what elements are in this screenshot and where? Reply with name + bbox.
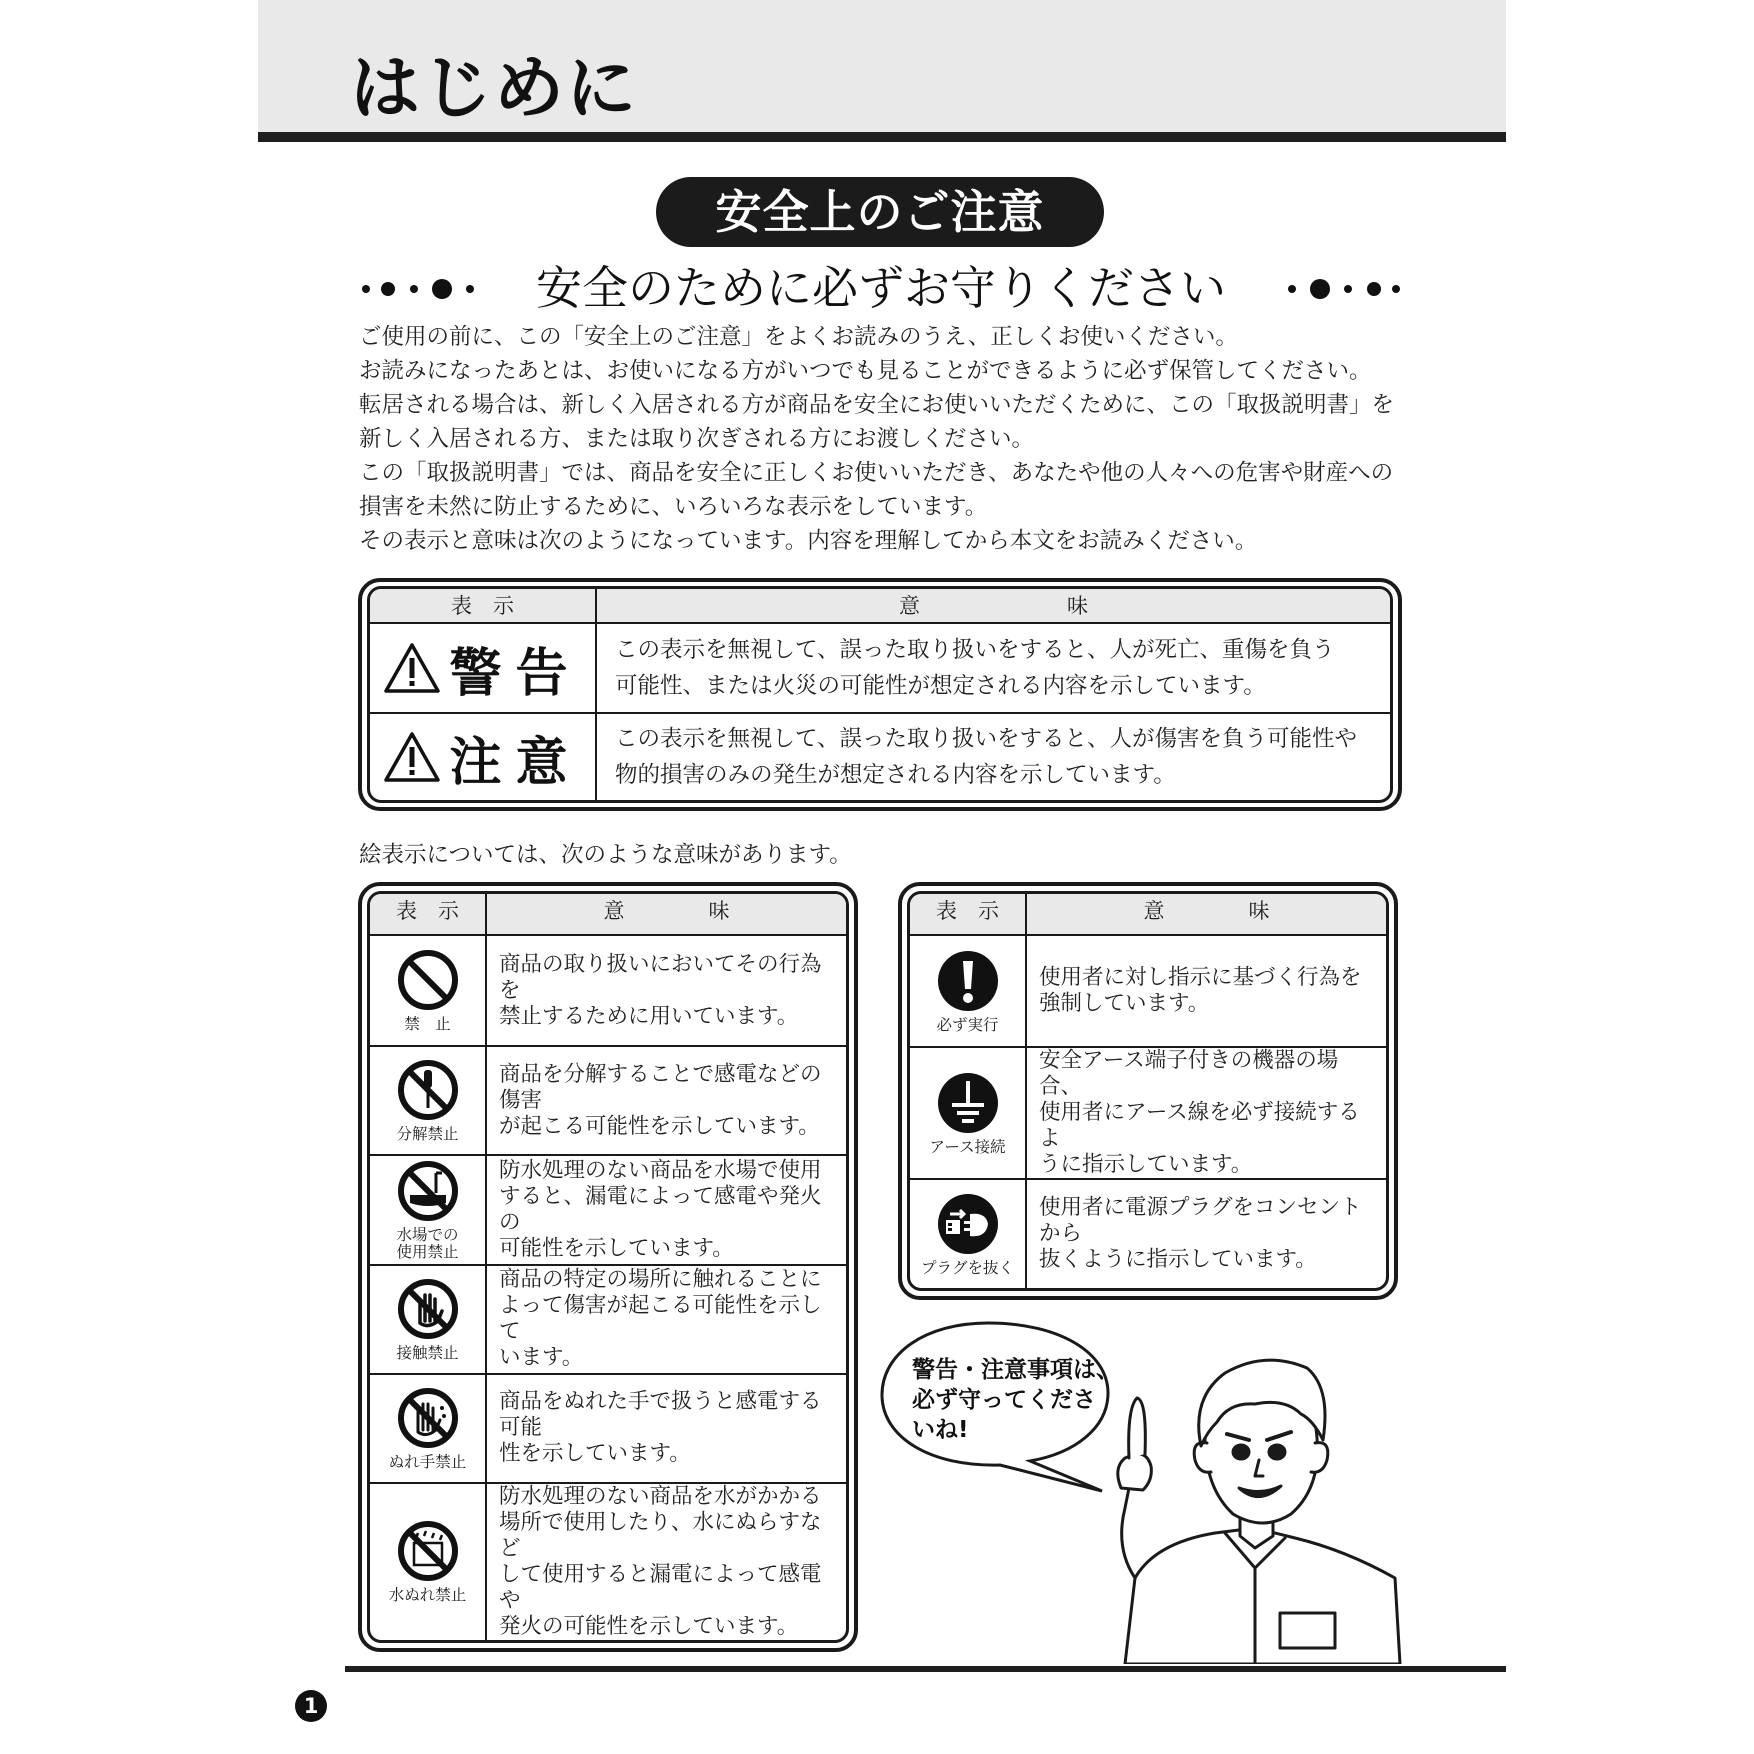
bubble-line: 必ず守ってくださ [912,1387,1096,1413]
symbol-cell [370,1373,487,1482]
intro-line: この「取扱説明書」では、商品を安全に正しくお使いいただき、あなたや他の人々への危害や財産への [359,460,1394,486]
symbol-desc [487,1045,846,1154]
symbol-desc-line: 防水処理のない商品を水がかかる [499,1483,822,1509]
symbol-desc-line: が起こる可能性を示しています。 [499,1113,820,1139]
symbol-cell [910,1046,1027,1178]
level-desc-line: 物的損害のみの発生が想定される内容を示しています。 [615,762,1176,788]
symbol-desc [1027,1046,1386,1178]
no-touch-icon [396,1277,460,1341]
warning-triangle-icon [383,642,441,694]
symbol-desc-line: 抜くように指示しています。 [1039,1247,1317,1272]
symbol-desc-line: 商品の取り扱いにおいてその行為を [499,951,822,1003]
symbol-desc [487,1373,846,1482]
prohibition-icon [396,948,460,1012]
symbol-caption: 接触禁止 [396,1343,459,1362]
subtitle: 安全のために必ずお守りください [536,261,1226,315]
symbol-cell [370,1154,487,1263]
section-title-pill: 安全上のご注意 [656,177,1104,247]
decorative-dots-right-icon [1254,272,1404,306]
level-desc-line: この表示を無視して、誤った取り扱いをすると、人が死亡、重傷を負う [615,637,1335,663]
symbol-desc [487,936,846,1045]
left-header-display: 表 示 [370,894,487,936]
symbol-caption: アース接続 [929,1137,1006,1156]
earth-ground-icon [936,1071,1000,1135]
symbol-desc-line: 商品をぬれた手で扱うと感電する可能 [499,1389,822,1441]
symbol-caption: ぬれ手禁止 [388,1452,467,1471]
symbol-desc-line: 使用者に対し指示に基づく行為を [1039,965,1362,990]
level-cell-caution [370,712,597,800]
unplug-icon [936,1192,1000,1256]
intro-line: 損害を未然に防止するために、いろいろな表示をしています。 [359,494,988,520]
symbol-desc-line: 安全アース端子付きの機器の場合、 [1039,1048,1339,1099]
level-desc-line: この表示を無視して、誤った取り扱いをすると、人が傷害を負う可能性や [615,726,1358,752]
right-header-display: 表 示 [910,894,1027,936]
symbol-desc-line: 場所で使用したり、水にぬらすなど [499,1509,822,1561]
symbol-desc-line: すると、漏電によって感電や発火の [499,1183,822,1235]
symbol-cell [370,1045,487,1154]
intro-line: お読みになったあとは、お使いになる方がいつでも見ることができるように必ず保管してください。 [359,358,1372,384]
mascot-worker-icon [1095,1328,1415,1664]
symbol-desc-line: 強制しています。 [1039,991,1210,1016]
symbol-desc-line: 使用者に電源プラグをコンセントから [1039,1195,1362,1246]
symbol-desc-line: 商品を分解することで感電などの傷害 [499,1061,822,1113]
level-label-warning: 警告 [449,643,582,704]
right-symbol-table [907,891,1389,1291]
intro-line: その表示と意味は次のようになっています。内容を理解してから本文をお読みください。 [359,528,1258,554]
symbol-desc-line: うに指示しています。 [1039,1152,1253,1177]
symbol-caption: 禁 止 [404,1015,451,1034]
level-desc-line: 可能性、または火災の可能性が想定される内容を示しています。 [615,673,1266,699]
no-bathroom-use-icon [396,1159,460,1223]
warning-triangle-icon [383,731,441,783]
symbol-caption: 分解禁止 [396,1125,459,1144]
symbol-cell [370,1482,487,1640]
symbol-cell [370,1264,487,1373]
subtitle-row [358,258,1404,318]
symbol-desc [1027,936,1386,1046]
intro-line: 転居される場合は、新しく入居される方が商品を安全にお使いいただくために、この「取扱説明書」を [359,392,1395,418]
level-cell-warning [370,624,597,712]
level-label-caution: 注意 [449,732,582,793]
footer-rule [345,1666,1506,1672]
left-symbol-table [367,891,849,1643]
page-number: 1 [295,1690,327,1722]
symbol-desc-line: 使用者にアース線を必ず接続するよ [1039,1100,1360,1151]
no-disassembly-icon [396,1058,460,1122]
level-table [367,586,1393,803]
no-water-splash-icon [396,1519,460,1583]
level-desc-warning [597,624,1390,712]
symbol-cell [910,936,1027,1046]
symbol-cell [910,1178,1027,1288]
symbol-desc-line: 発火の可能性を示しています。 [499,1613,799,1639]
symbol-desc [487,1264,846,1373]
symbol-desc-line: います。 [499,1345,584,1371]
left-header-meaning: 意 味 [487,894,846,936]
intro-line: 新しく入居される方、または取り次ぎされる方にお渡しください。 [359,426,1035,452]
symbol-desc [487,1482,846,1640]
bubble-line: 警告・注意事項は、 [912,1357,1119,1383]
no-wet-hands-icon [396,1386,460,1450]
symbol-cell [370,936,487,1045]
mandatory-action-icon [936,949,1000,1013]
symbol-desc-line: よって傷害が起こる可能性を示して [499,1293,822,1345]
symbol-desc-line: 禁止するために用いています。 [499,1003,799,1029]
intro-line: ご使用の前に、この「安全上のご注意」をよくお読みのうえ、正しくお使いください。 [359,324,1238,350]
level-header-display: 表 示 [370,589,597,624]
level-desc-caution [597,712,1390,800]
page-title: はじめに [350,47,638,129]
symbols-caption: 絵表示については、次のような意味があります。 [359,842,852,868]
right-header-meaning: 意 味 [1027,894,1386,936]
level-header-meaning: 意 味 [597,589,1390,624]
symbol-desc-line: 可能性を示しています。 [499,1235,734,1261]
symbol-caption: プラグを抜く [920,1258,1014,1277]
symbol-caption: 水場での 使用禁止 [396,1225,459,1261]
symbol-caption: 水ぬれ禁止 [388,1586,467,1605]
bubble-line: いね! [912,1417,969,1443]
symbol-desc-line: 防水処理のない商品を水場で使用 [499,1157,822,1183]
symbol-caption: 必ず実行 [936,1015,999,1034]
symbol-desc [487,1154,846,1263]
symbol-desc-line: 性を示しています。 [499,1441,691,1467]
symbol-desc-line: 商品の特定の場所に触れることに [499,1267,822,1293]
header-rule [258,132,1506,142]
intro-paragraph [359,320,1419,558]
symbol-desc-line: して使用すると漏電によって感電や [499,1561,822,1613]
symbol-desc [1027,1178,1386,1288]
